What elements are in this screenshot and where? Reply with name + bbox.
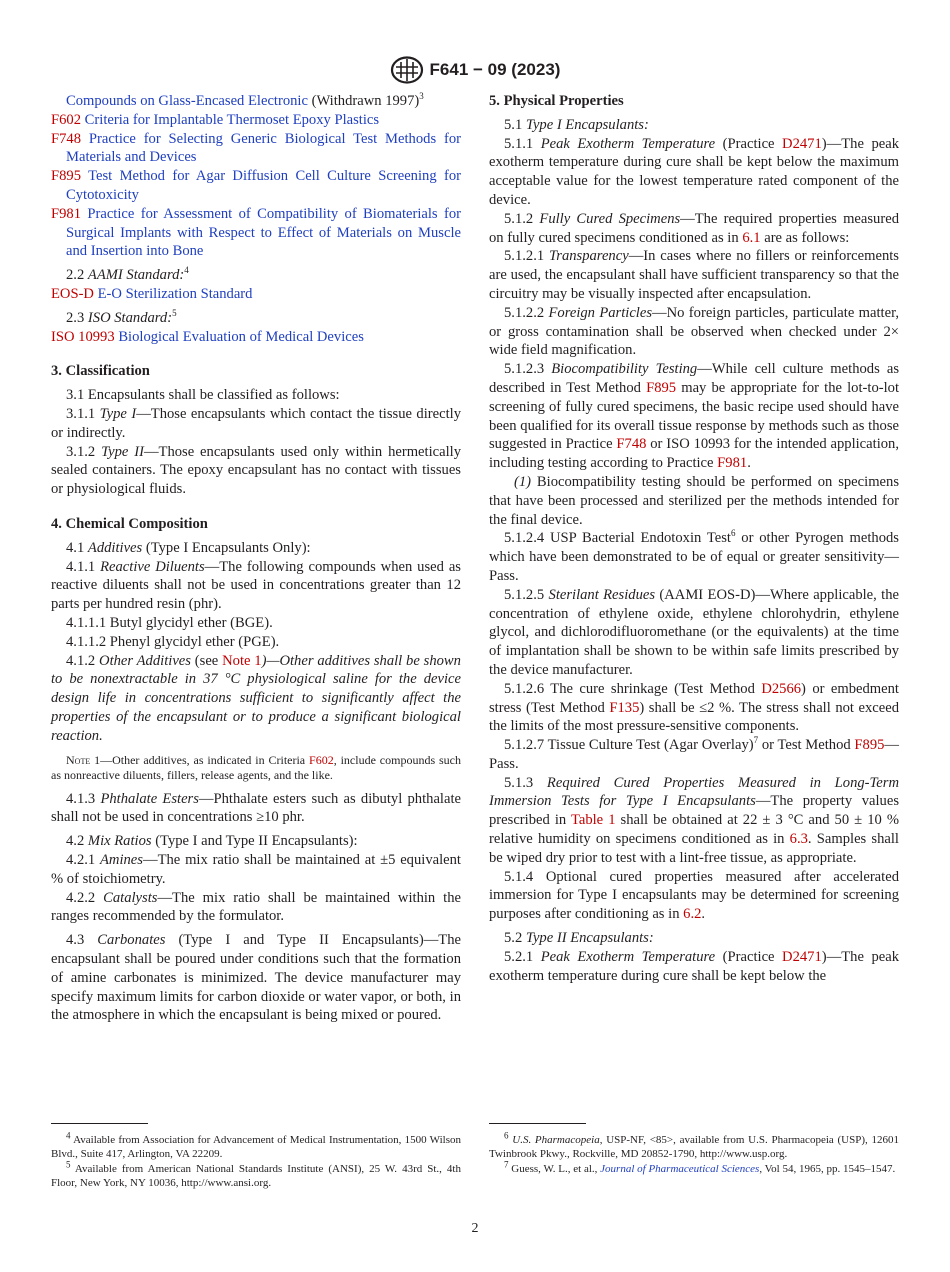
reference-iso-10993 xyxy=(51,328,461,347)
reference-title-link[interactable]: Practice for Selecting Generic Biological Test Methods for Materials and Devices xyxy=(66,130,461,166)
paragraph-5-1-2-2: 5.1.2.2 Foreign Particles—No foreign particles, particulate matter, or gross contamination shall be observed when checked under 2× wide field magnification. xyxy=(489,304,899,359)
reference-code-link[interactable]: F981 xyxy=(717,455,748,472)
reference-f895 xyxy=(51,167,461,205)
journal-link[interactable]: Journal of Pharmaceutical Sciences xyxy=(600,1162,760,1175)
reference-code-link[interactable]: F602 xyxy=(51,111,82,128)
paragraph-5-2: 5.2 Type II Encapsulants: xyxy=(504,930,654,947)
paragraph-5-1-2-7: 5.1.2.7 Tissue Culture Test (Agar Overlay)$^7$ or Test Method F895—Pass. xyxy=(489,735,900,772)
reference-code-link[interactable]: F981 xyxy=(51,205,82,222)
document-designation: F641 − 09 (2023) xyxy=(429,60,561,79)
page-number: 2 xyxy=(471,1221,479,1236)
paragraph-5-1-2-3: 5.1.2.3 Biocompatibility Testing—While cell culture methods as described in Test Method F895 may be appropriate for the lot-to-lot screening of fully cured specimens, the basic recipe used should have been qualified for its overall tissue response by methods such as those suggested in Practice F748 or ISO 10993 for the intended application, including testing according to Practice F981. xyxy=(489,361,900,472)
reference-code-link[interactable]: F748 xyxy=(51,130,82,147)
reference-title-link[interactable]: Test Method for Agar Diffusion Cell Culture Screening for Cytotoxicity xyxy=(66,168,461,203)
paragraph-4-1-3: 4.1.3 Phthalate Esters—Phthalate esters such as dibutyl phthalate shall not be used in concentrations ≥10 phr. xyxy=(51,790,461,826)
paragraph-4-1-1-1: 4.1.1.1 Butyl glycidyl ether (BGE). xyxy=(66,614,273,631)
footnote-divider xyxy=(51,1123,148,1124)
reference-eos-d xyxy=(51,285,461,304)
paragraph-5-1: 5.1 Type I Encapsulants: xyxy=(504,116,649,133)
right-column xyxy=(489,92,899,985)
reference-title-link[interactable]: Compounds on Glass-Encased Electronic xyxy=(66,93,308,109)
paragraph-5-1-3: 5.1.3 Required Cured Properties Measured in Long-Term Immersion Tests for Type I Encapsulants—The property values prescribed in Table 1 shall be obtained at 22 ± 3 °C and 50 ± 10 % relative humidity on specimens conditioned as in 6.3. Samples shall be wiped dry prior to test with a lint-free tissue, as appropriate. xyxy=(489,774,900,866)
reference-f748 xyxy=(51,130,461,168)
footnote-divider xyxy=(489,1123,586,1124)
paragraph-4-3: 4.3 Carbonates (Type I and Type II Encapsulants)—The encapsulant shall be poured under conditions such that the formation of amine carbonates is minimized. The device manufacturer may specify maximum limits for carbon dioxide or water vapor, or both, in the atmosphere in which the encapsulant is being mixed or poured. xyxy=(51,932,461,1024)
reference-code-link[interactable]: F748 xyxy=(616,436,647,453)
reference-code-link[interactable]: F895 xyxy=(854,737,885,754)
paragraph-5-1-2-6: 5.1.2.6 The cure shrinkage (Test Method D2566) or embedment stress (Test Method F135) shall be ≤2 %. The stress shall not exceed the limits of the most pressure-sensitive components. xyxy=(489,680,899,735)
footnotes-left xyxy=(51,1130,461,1191)
paragraph-5-1-2-1: 5.1.2.1 Transparency—In cases where no fillers or reinforcements are used, the encapsulant shall have sufficient transparency so that the circuitry may be visually inspected after encapsulation. xyxy=(489,248,899,302)
footnotes-right xyxy=(489,1130,899,1176)
reference-code-link[interactable]: F895 xyxy=(51,168,82,185)
reference-code-link[interactable]: ISO 10993 xyxy=(51,328,115,345)
subsection-2-3: 2.3 ISO Standard:$^5$ xyxy=(66,307,177,326)
astm-logo-icon xyxy=(390,56,424,84)
note-1: Note 1—Other additives, as indicated in Criteria F602, include compounds such as nonreactive diluents, fillers, release agents, and the like. xyxy=(51,752,461,783)
footnote-5: $^5$ Available from American National Standards Institute (ANSI), 25 W. 43rd St., 4th Floor, New York, NY 10036, http://www.ansi.org. xyxy=(51,1159,461,1190)
reference-code-link[interactable]: D2471 xyxy=(782,135,822,152)
paragraph-4-2: 4.2 Mix Ratios (Type I and Type II Encapsulants): xyxy=(66,833,358,850)
section-link[interactable]: 6.1 xyxy=(742,229,761,246)
paragraph-5-1-2-5: 5.1.2.5 Sterilant Residues (AAMI EOS-D)—Where applicable, the concentration of ethylene oxide, ethylene chlorohydrin, ethylene glycol, and dichlorodifluoromethane (or the equivalents) at the time of implantation shall be shown to be within safe limits prescribed by the device manufacturer. xyxy=(489,586,900,678)
paragraph-5-1-2-4: 5.1.2.4 USP Bacterial Endotoxin Test$^6$ or other Pyrogen methods which have been demonstrated to be of equal or greater sensitivity—Pass. xyxy=(489,528,899,584)
reference-title-link[interactable]: Criteria for Implantable Thermoset Epoxy Plastics xyxy=(84,111,380,128)
paragraph-5-1-4: 5.1.4 Optional cured properties measured after accelerated immersion for Type I encapsulants may be determined for screening purposes after conditioning as in 6.2. xyxy=(489,868,899,923)
paragraph-3-1-1: 3.1.1 Type I—Those encapsulants which contact the tissue directly or indirectly. xyxy=(51,405,461,441)
paragraph-3-1: 3.1 Encapsulants shall be classified as follows: xyxy=(66,387,340,404)
paragraph-4-2-1: 4.2.1 Amines—The mix ratio shall be maintained at ±5 equivalent % of stoichiometry. xyxy=(51,852,461,887)
paragraph-5-1-1: 5.1.1 Peak Exotherm Temperature (Practice D2471)—The peak exotherm temperature during cure shall be kept below the maximum acceptable value for the lowest temperature rated component of the device. xyxy=(489,135,899,208)
reference-code-link[interactable]: D2566 xyxy=(761,680,802,697)
reference-f602 xyxy=(51,111,461,130)
table-link[interactable]: Table 1 xyxy=(570,812,616,829)
footnote-6: $^6$ U.S. Pharmacopeia, USP-NF, <85>, available from U.S. Pharmacopeia (USP), 12601 Twinbrook Pkwy., Rockville, MD 20852-1790, http://www.usp.org. xyxy=(489,1130,899,1161)
paragraph-4-1: 4.1 Additives (Type I Encapsulants Only): xyxy=(66,539,311,556)
note-link[interactable]: Note 1 xyxy=(222,652,262,669)
reference-code-link[interactable]: F135 xyxy=(609,699,640,716)
paragraph-5-2-1: 5.2.1 Peak Exotherm Temperature (Practice D2471)—The peak exotherm temperature during cure shall be kept below the xyxy=(489,948,899,984)
paragraph-5-1-2-3-1: (1) Biocompatibility testing should be performed on specimens that have been processed and sterilized per the methods intended for the final device. xyxy=(489,473,899,528)
reference-title-link[interactable]: E-O Sterilization Standard xyxy=(97,285,253,302)
left-column xyxy=(51,92,461,1025)
subsection-2-2: 2.2 AAMI Standard:$^4$ xyxy=(66,265,189,284)
paragraph-4-1-2: 4.1.2 Other Additives (see Note 1)—Other additives shall be shown to be nonextractable in 37 °C physiological saline for the device design life in concentrations sufficient to significantly affect the properties of the encapsulant or to produce a significant biological reaction. xyxy=(51,652,461,744)
footnote-4: $^4$ Available from Association for Advancement of Medical Instrumentation, 1500 Wilson Blvd., Suite 417, Arlington, VA 22209. xyxy=(51,1130,461,1161)
reference-code-link[interactable]: F602 xyxy=(309,752,334,767)
paragraph-3-1-2: 3.1.2 Type II—Those encapsulants used only within hermetically sealed containers. The epoxy encapsulant has no contact with tissues or physiological fluids. xyxy=(51,443,462,498)
reference-continued: Compounds on Glass-Encased Electronic (Withdrawn 1997)$^3$ xyxy=(66,91,424,109)
paragraph-4-1-1: 4.1.1 Reactive Diluents—The following compounds when used as reactive diluents shall not be used in concentrations greater than 12 parts per hundred resin (phr). xyxy=(51,558,461,613)
paragraph-4-2-2: 4.2.2 Catalysts—The mix ratio shall be maintained within the ranges recommended by the formulator. xyxy=(51,889,461,925)
reference-title-link[interactable]: Biological Evaluation of Medical Devices xyxy=(118,328,364,345)
reference-code-link[interactable]: EOS-D xyxy=(51,285,94,302)
section-heading-5: 5. Physical Properties xyxy=(489,93,624,109)
reference-code-link[interactable]: D2471 xyxy=(782,948,822,965)
reference-title-link[interactable]: Practice for Assessment of Compatibility of Biomaterials for Surgical Implants with Respect to Effect of Materials on Muscle and Insertion into Bone xyxy=(66,205,461,260)
reference-code-link[interactable]: F895 xyxy=(646,379,677,396)
section-link[interactable]: 6.2 xyxy=(683,906,702,923)
footnote-7: $^7$ Guess, W. L., et al., Journal of Pharmaceutical Sciences, Vol 54, 1965, pp. 1545–1547. xyxy=(504,1159,896,1175)
reference-f981 xyxy=(51,205,461,261)
page-header xyxy=(0,56,950,89)
section-heading-3: 3. Classification xyxy=(51,363,150,380)
paragraph-5-1-2: 5.1.2 Fully Cured Specimens—The required properties measured on fully cured specimens conditioned as in 6.1 are as follows: xyxy=(489,210,899,246)
paragraph-4-1-1-2: 4.1.1.2 Phenyl glycidyl ether (PGE). xyxy=(66,633,280,650)
section-link[interactable]: 6.3 xyxy=(789,831,808,848)
section-heading-4: 4. Chemical Composition xyxy=(51,515,208,532)
